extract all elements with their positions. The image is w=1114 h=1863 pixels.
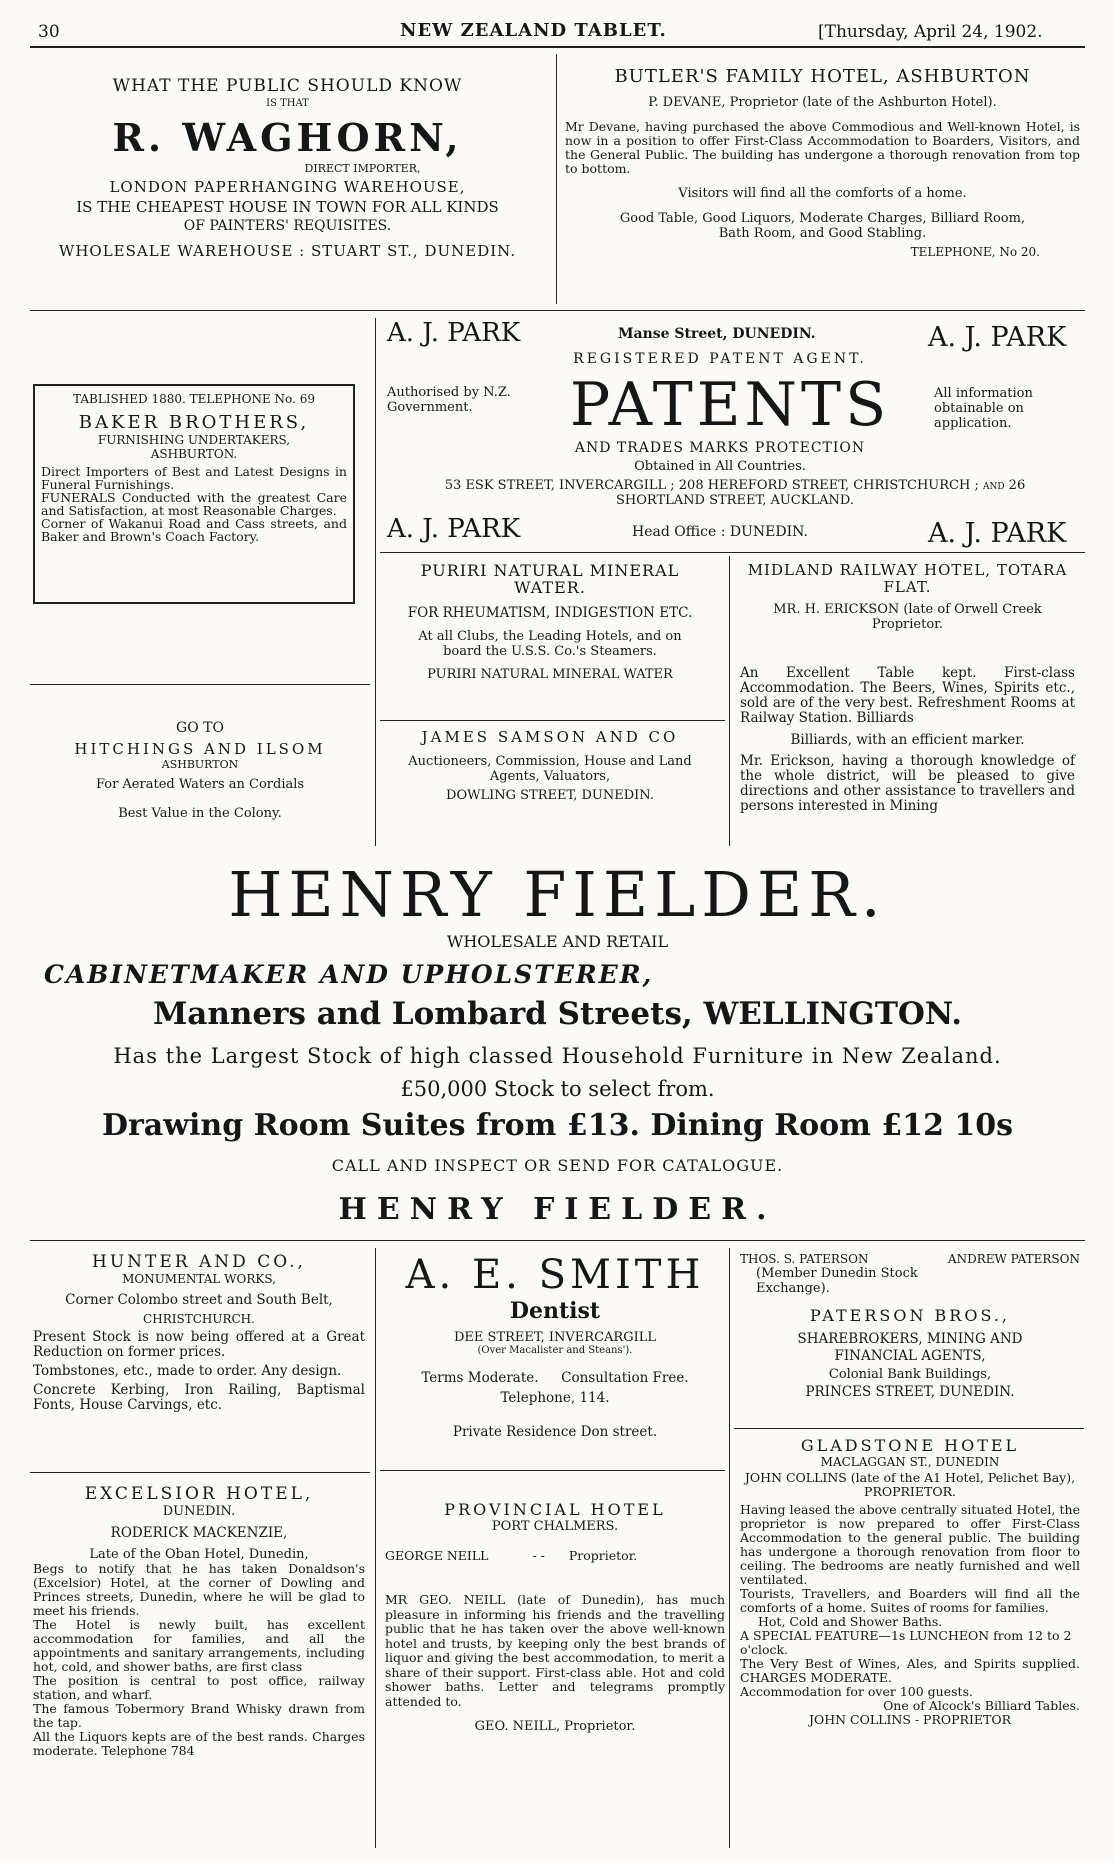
provincial-proprietor: Proprietor.	[568, 1548, 638, 1563]
provincial-body: MR GEO. NEILL (late of Dunedin), has much pleasure in informing his friends and the travelling public that he has taken over the above well-known hotel and trusts, by keeping only the best brands of liquor and giving the best accommodation, to merit a share of their support. First-class able. Hot and cold shower baths. Letter and telegrams promptly attended to.	[385, 1592, 725, 1709]
samson-address: DOWLING STREET, DUNEDIN.	[446, 788, 654, 803]
smith-terms-row	[385, 1370, 725, 1386]
baker-title: BAKER BROTHERS,	[78, 412, 310, 433]
waghorn-line5: OF PAINTERS' REQUISITES.	[183, 218, 392, 234]
excelsior-late: Late of the Oban Hotel, Dunedin,	[89, 1547, 309, 1562]
gladstone-feature: A SPECIAL FEATURE—1s LUNCHEON from 12 to 2 o'clock.	[740, 1628, 1072, 1657]
waghorn-line3: LONDON PAPERHANGING WAREHOUSE,	[109, 178, 466, 196]
paterson-title: PATERSON BROS.,	[809, 1306, 1011, 1325]
baker-p3: Corner of Wakanui Road and Cass streets, and Baker and Brown's Coach Factory.	[41, 516, 347, 544]
hitchings-line2: Best Value in the Colony.	[118, 806, 282, 821]
midland-body: An Excellent Table kept. First-class Accommodation. The Beers, Wines, Spirits etc., sold are of the very best. Refreshment Rooms at Railway Station. Billiards	[740, 665, 1075, 726]
excelsior-ad	[33, 1484, 365, 1758]
header-rule	[30, 46, 1085, 48]
page-number: 30	[38, 22, 60, 42]
fielder-call: CALL AND INSPECT OR SEND FOR CATALOGUE.	[331, 1156, 784, 1175]
gladstone-wines: The Very Best of Wines, Ales, and Spirits supplied. CHARGES MODERATE.	[740, 1656, 1080, 1685]
butler-ad	[565, 66, 1080, 259]
park-address-top: Manse Street, DUNEDIN.	[618, 326, 816, 342]
park-name-tr: A. J. PARK	[928, 322, 1067, 353]
bottom-left-divider	[375, 1248, 376, 1848]
midland-ad	[740, 562, 1075, 814]
rule-park	[380, 552, 1085, 553]
paterson-ad	[740, 1252, 1080, 1400]
excelsior-p5: All the Liquors kepts are of the best rands. Charges moderate. Telephone 784	[33, 1729, 365, 1758]
fielder-suites: Drawing Room Suites from £13. Dining Room £12 10s	[101, 1108, 1014, 1143]
puriri-footer: PURIRI NATURAL MINERAL WATER	[427, 667, 673, 682]
rule-baker	[30, 684, 370, 685]
gladstone-owner: JOHN COLLINS (late of the A1 Hotel, Pelichet Bay), PROPRIETOR.	[744, 1470, 1076, 1499]
park-obtained: Obtained in All Countries.	[634, 459, 806, 474]
gladstone-p2: Tourists, Travellers, and Boarders will find all the comforts of a home. Suites of rooms for families.	[740, 1586, 1080, 1615]
puriri-title: PURIRI NATURAL MINERAL WATER.	[420, 561, 680, 597]
park-info: All information obtainable on application.	[934, 386, 1033, 431]
provincial-proprietor-row	[385, 1548, 725, 1563]
excelsior-body: Begs to notify that he has taken Donaldson's (Excelsior) Hotel, at the corner of Dowling and Princes streets, Dunedin, where he will be glad to meet his friends.	[33, 1561, 365, 1618]
park-patents: PATENTS	[569, 370, 891, 440]
baker-p2: FUNERALS Conducted with the greatest Care and Satisfaction, at most Reasonable Charges.	[41, 490, 347, 518]
bottom-right-divider	[729, 1248, 730, 1848]
hitchings-place: ASHBURTON	[161, 758, 239, 771]
paper-title: NEW ZEALAND TABLET.	[400, 20, 667, 41]
provincial-ad	[385, 1500, 725, 1734]
hunter-sub: MONUMENTAL WORKS,	[122, 1272, 276, 1286]
gladstone-ad	[740, 1436, 1080, 1727]
butler-telephone: TELEPHONE, No 20.	[910, 245, 1040, 259]
excelsior-owner: RODERICK MACKENZIE,	[110, 1525, 288, 1541]
samson-title: JAMES SAMSON AND CO	[421, 728, 679, 746]
waghorn-line6: WHOLESALE WAREHOUSE : STUART ST., DUNEDIN.	[58, 242, 517, 260]
rule-paterson	[734, 1428, 1084, 1429]
gladstone-sign: JOHN COLLINS - PROPRIETOR	[808, 1712, 1012, 1727]
excelsior-p4: The famous Tobermory Brand Whisky drawn from the tap.	[33, 1701, 365, 1730]
gladstone-address: MACLAGGAN ST., DUNEDIN	[820, 1455, 1000, 1469]
smith-ad	[385, 1252, 725, 1440]
hunter-ad	[33, 1252, 365, 1413]
gladstone-baths: Hot, Cold and Shower Baths.	[758, 1614, 943, 1629]
paterson-member: (Member Dunedin Stock Exchange).	[756, 1266, 918, 1296]
issue-date: [Thursday, April 24, 1902.	[818, 22, 1043, 42]
hunter-p1: Present Stock is now being offered at a Great Reduction on former prices.	[33, 1329, 365, 1360]
smith-dentist: Dentist	[509, 1298, 601, 1324]
hunter-city: CHRISTCHURCH.	[143, 1312, 255, 1326]
smith-terms: Terms Moderate.	[421, 1370, 539, 1386]
hunter-title: HUNTER AND CO.,	[92, 1252, 306, 1272]
hunter-p3: Concrete Kerbing, Iron Railing, Baptismal Fonts, House Carvings, etc.	[33, 1382, 365, 1413]
fielder-footer: HENRY FIELDER.	[338, 1192, 777, 1227]
midland-title: MIDLAND RAILWAY HOTEL, TOTARA FLAT.	[747, 561, 1068, 596]
park-addresses: 53 ESK STREET, INVERCARGILL ; 208 HEREFORD STREET, CHRISTCHURCH ; and 26 SHORTLAND STREET, AUCKLAND.	[444, 478, 1026, 508]
paterson-names	[740, 1252, 1080, 1266]
park-head-office: Head Office : DUNEDIN.	[632, 524, 808, 540]
smith-name: A. E. SMITH	[405, 1252, 705, 1298]
fielder-stock: Has the Largest Stock of high classed Household Furniture in New Zealand.	[113, 1044, 1002, 1068]
midland-proprietor: MR. H. ERICKSON (late of Orwell Creek Proprietor.	[773, 602, 1042, 632]
samson-ad	[385, 728, 715, 803]
left-col-divider	[375, 318, 376, 846]
fielder-trade: CABINETMAKER AND UPHOLSTERER,	[44, 960, 654, 989]
waghorn-subtitle: DIRECT IMPORTER,	[304, 162, 421, 175]
rule-smith	[380, 1470, 725, 1471]
fielder-title: HENRY FIELDER.	[228, 858, 887, 931]
hitchings-title: HITCHINGS AND ILSOM	[74, 740, 326, 758]
mid-col-divider	[729, 556, 730, 846]
excelsior-title: EXCELSIOR HOTEL,	[84, 1484, 314, 1504]
rule-puriri	[380, 720, 725, 721]
rule-fielder	[30, 1240, 1085, 1241]
park-name-br: A. J. PARK	[928, 518, 1067, 549]
hitchings-ad	[30, 720, 370, 821]
provincial-proprietor-name: GEORGE NEILL	[385, 1548, 489, 1563]
puriri-for: FOR RHEUMATISM, INDIGESTION ETC.	[407, 605, 693, 621]
park-name-tl: A. J. PARK	[387, 318, 521, 348]
hunter-corner: Corner Colombo street and South Belt,	[65, 1292, 333, 1308]
provincial-sign: GEO. NEILL, Proprietor.	[474, 1719, 636, 1734]
butler-comforts: Visitors will find all the comforts of a home.	[678, 186, 967, 201]
butler-good: Good Table, Good Liquors, Moderate Charges, Billiard Room, Bath Room, and Good Stabling.	[619, 211, 1026, 241]
excelsior-city: DUNEDIN.	[162, 1504, 236, 1519]
provincial-proprietor-dash: - -	[532, 1548, 545, 1563]
waghorn-line4: IS THE CHEAPEST HOUSE IN TOWN FOR ALL KINDS	[76, 198, 499, 216]
baker-sub2: ASHBURTON.	[150, 447, 238, 461]
gladstone-accom: Accommodation for over 100 guests.	[740, 1684, 973, 1699]
park-auth: Authorised by N.Z. Government.	[387, 385, 511, 415]
baker-top: TABLISHED 1880. TELEPHONE No. 69	[73, 392, 315, 406]
puriri-body: At all Clubs, the Leading Hotels, and on board the U.S.S. Co.'s Steamers.	[418, 629, 682, 659]
paterson-thos: THOS. S. PATERSON	[740, 1252, 869, 1266]
hitchings-line1: For Aerated Waters an Cordials	[95, 777, 305, 792]
smith-consult: Consultation Free.	[561, 1370, 689, 1386]
top-divider	[556, 54, 557, 304]
butler-proprietor: P. DEVANE, Proprietor (late of the Ashburton Hotel).	[648, 95, 997, 110]
provincial-title: PROVINCIAL HOTEL	[444, 1500, 666, 1519]
provincial-place: PORT CHALMERS.	[491, 1519, 619, 1534]
samson-body: Auctioneers, Commission, House and Land Agents, Valuators,	[408, 754, 692, 784]
smith-over: (Over Macalister and Steans').	[477, 1345, 633, 1356]
butler-title: BUTLER'S FAMILY HOTEL, ASHBURTON	[614, 66, 1031, 87]
butler-body: Mr Devane, having purchased the above Commodious and Well-known Hotel, is now in a position to offer First-Class Accommodation to Boarders, Visitors, and the General Public. The building has undergone a thorough renovation from top to bottom.	[565, 119, 1080, 176]
fielder-amount: £50,000 Stock to select from.	[400, 1077, 715, 1101]
excelsior-p3: The position is central to post office, railway station, and wharf.	[33, 1673, 365, 1702]
paterson-line1: SHAREBROKERS, MINING AND FINANCIAL AGENTS,	[797, 1331, 1023, 1364]
baker-p1: Direct Importers of Best and Latest Designs in Funeral Furnishings.	[41, 464, 347, 492]
paterson-andrew: ANDREW PATERSON	[947, 1252, 1080, 1266]
paterson-line3: PRINCES STREET, DUNEDIN.	[805, 1384, 1015, 1400]
park-agent: REGISTERED PATENT AGENT.	[573, 351, 867, 367]
smith-street: DEE STREET, INVERCARGILL	[454, 1330, 656, 1345]
park-trades: AND TRADES MARKS PROTECTION	[574, 440, 866, 456]
waghorn-ad	[30, 76, 545, 260]
waghorn-name: R. WAGHORN,	[112, 115, 463, 160]
fielder-streets: Manners and Lombard Streets, WELLINGTON.	[152, 996, 963, 1032]
waghorn-line2: IS THAT	[266, 98, 309, 109]
rule-hunter	[30, 1472, 370, 1473]
baker-sub1: FURNISHING UNDERTAKERS,	[97, 433, 291, 447]
gladstone-billiard: One of Alcock's Billiard Tables.	[883, 1698, 1080, 1713]
rule-top	[30, 310, 1085, 311]
hitchings-goto: GO TO	[176, 720, 224, 736]
gladstone-title: GLADSTONE HOTEL	[800, 1436, 1020, 1455]
waghorn-line1: WHAT THE PUBLIC SHOULD KNOW	[112, 76, 463, 96]
excelsior-p2: The Hotel is newly built, has excellent accommodation for families, and all the appointments and sanitary arrangements, including hot, cold, and shower baths, are first class	[33, 1617, 365, 1674]
hunter-p2: Tombstones, etc., made to order. Any design.	[33, 1363, 342, 1379]
puriri-ad	[385, 562, 715, 682]
baker-ad	[33, 384, 355, 604]
paterson-line2: Colonial Bank Buildings,	[828, 1367, 992, 1382]
midland-body2: Mr. Erickson, having a thorough knowledge of the whole district, will be pleased to give directions and other assistance to travellers and persons interested in Mining	[740, 753, 1075, 814]
smith-residence: Private Residence Don street.	[452, 1424, 658, 1440]
park-name-bl: A. J. PARK	[387, 514, 521, 544]
gladstone-body: Having leased the above centrally situated Hotel, the proprietor is now prepared to offer First-Class Accommodation to the general public. The building has undergone a thorough renovation from floor to ceiling. The bedrooms are neatly furnished and well ventilated.	[740, 1502, 1080, 1587]
fielder-wholesale: WHOLESALE AND RETAIL	[446, 932, 669, 951]
smith-telephone: Telephone, 114.	[500, 1390, 610, 1406]
midland-billiards: Billiards, with an efficient marker.	[790, 732, 1025, 748]
